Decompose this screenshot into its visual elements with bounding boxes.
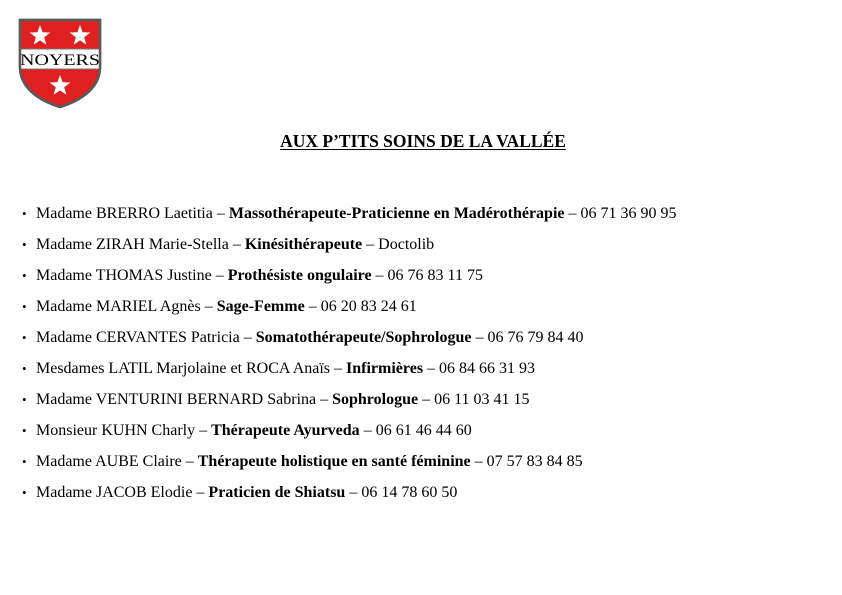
bullet-icon: • xyxy=(22,206,27,221)
list-item: • Madame JACOB Elodie – Praticien de Shiatsu – 06 14 78 60 50 xyxy=(22,481,676,512)
bullet-icon: • xyxy=(22,361,27,376)
noyers-crest-logo xyxy=(17,17,103,109)
contact-person: Madame AUBE Claire xyxy=(36,453,182,470)
list-item: • Madame THOMAS Justine – Prothésiste ongulaire – 06 76 83 11 75 xyxy=(22,264,676,295)
contact-person: Monsieur KUHN Charly xyxy=(36,422,196,439)
contact-role: Thérapeute Ayurveda xyxy=(211,422,360,439)
contact-phone: 06 76 79 84 40 xyxy=(487,329,584,346)
contact-person: Mesdames LATIL Marjolaine et ROCA Anaïs xyxy=(36,360,331,377)
contact-phone: 06 71 36 90 95 xyxy=(580,205,677,222)
contact-person: Madame VENTURINI BERNARD Sabrina xyxy=(36,391,317,408)
bullet-icon: • xyxy=(22,392,27,407)
contact-person: Madame THOMAS Justine xyxy=(36,267,212,284)
contact-phone: 06 84 66 31 93 xyxy=(439,360,536,377)
contact-person: Madame CERVANTES Patricia xyxy=(36,329,240,346)
contact-person: Madame BRERRO Laetitia xyxy=(36,205,213,222)
list-item: • Madame CERVANTES Patricia – Somatothérapeute/Sophrologue – 06 76 79 84 40 xyxy=(22,326,676,357)
contact-phone: 07 57 83 84 85 xyxy=(486,453,583,470)
contact-person: Madame JACOB Elodie xyxy=(36,484,193,501)
contact-role: Somatothérapeute/Sophrologue xyxy=(255,329,472,346)
bullet-icon: • xyxy=(22,423,27,438)
bullet-icon: • xyxy=(22,485,27,500)
list-item: • Mesdames LATIL Marjolaine et ROCA Anaïs – Infirmières – 06 84 66 31 93 xyxy=(22,357,676,388)
contact-phone: 06 61 46 44 60 xyxy=(375,422,472,439)
contact-phone: 06 11 03 41 15 xyxy=(434,391,530,408)
contact-role: Prothésiste ongulaire xyxy=(227,267,372,284)
bullet-icon: • xyxy=(22,268,27,283)
contact-role: Kinésithérapeute xyxy=(244,236,363,253)
bullet-icon: • xyxy=(22,237,27,252)
list-item: • Madame ZIRAH Marie-Stella – Kinésithérapeute – Doctolib xyxy=(22,233,676,264)
list-item: • Madame VENTURINI BERNARD Sabrina – Sophrologue – 06 11 03 41 15 xyxy=(22,388,676,419)
list-item: • Madame BRERRO Laetitia – Massothérapeute-Praticienne en Madérothérapie – 06 71 36 90 95 xyxy=(22,202,676,233)
contact-phone: 06 76 83 11 75 xyxy=(387,267,483,284)
bullet-icon: • xyxy=(22,454,27,469)
bullet-icon: • xyxy=(22,330,27,345)
contact-phone: 06 20 83 24 61 xyxy=(320,298,417,315)
crest-name-text: NOYERS xyxy=(20,52,100,69)
contact-list xyxy=(22,202,676,512)
list-item: • Monsieur KUHN Charly – Thérapeute Ayurveda – 06 61 46 44 60 xyxy=(22,419,676,450)
page-title: AUX P’TITS SOINS DE LA VALLÉE xyxy=(280,131,566,151)
contact-phone: 06 14 78 60 50 xyxy=(361,484,458,501)
contact-role: Massothérapeute-Praticienne en Madérothérapie xyxy=(228,205,565,222)
list-item: • Madame MARIEL Agnès – Sage-Femme – 06 20 83 24 61 xyxy=(22,295,676,326)
contact-person: Madame MARIEL Agnès xyxy=(36,298,201,315)
contact-role: Praticien de Shiatsu xyxy=(208,484,346,501)
bullet-icon: • xyxy=(22,299,27,314)
contact-person: Madame ZIRAH Marie-Stella xyxy=(36,236,229,253)
contact-role: Thérapeute holistique en santé féminine xyxy=(197,453,471,470)
list-item: • Madame AUBE Claire – Thérapeute holistique en santé féminine – 07 57 83 84 85 xyxy=(22,450,676,481)
contact-role: Sophrologue xyxy=(332,391,419,408)
contact-booking: Doctolib xyxy=(378,236,435,253)
contact-role: Sage-Femme xyxy=(216,298,305,315)
contact-role: Infirmières xyxy=(346,360,424,377)
